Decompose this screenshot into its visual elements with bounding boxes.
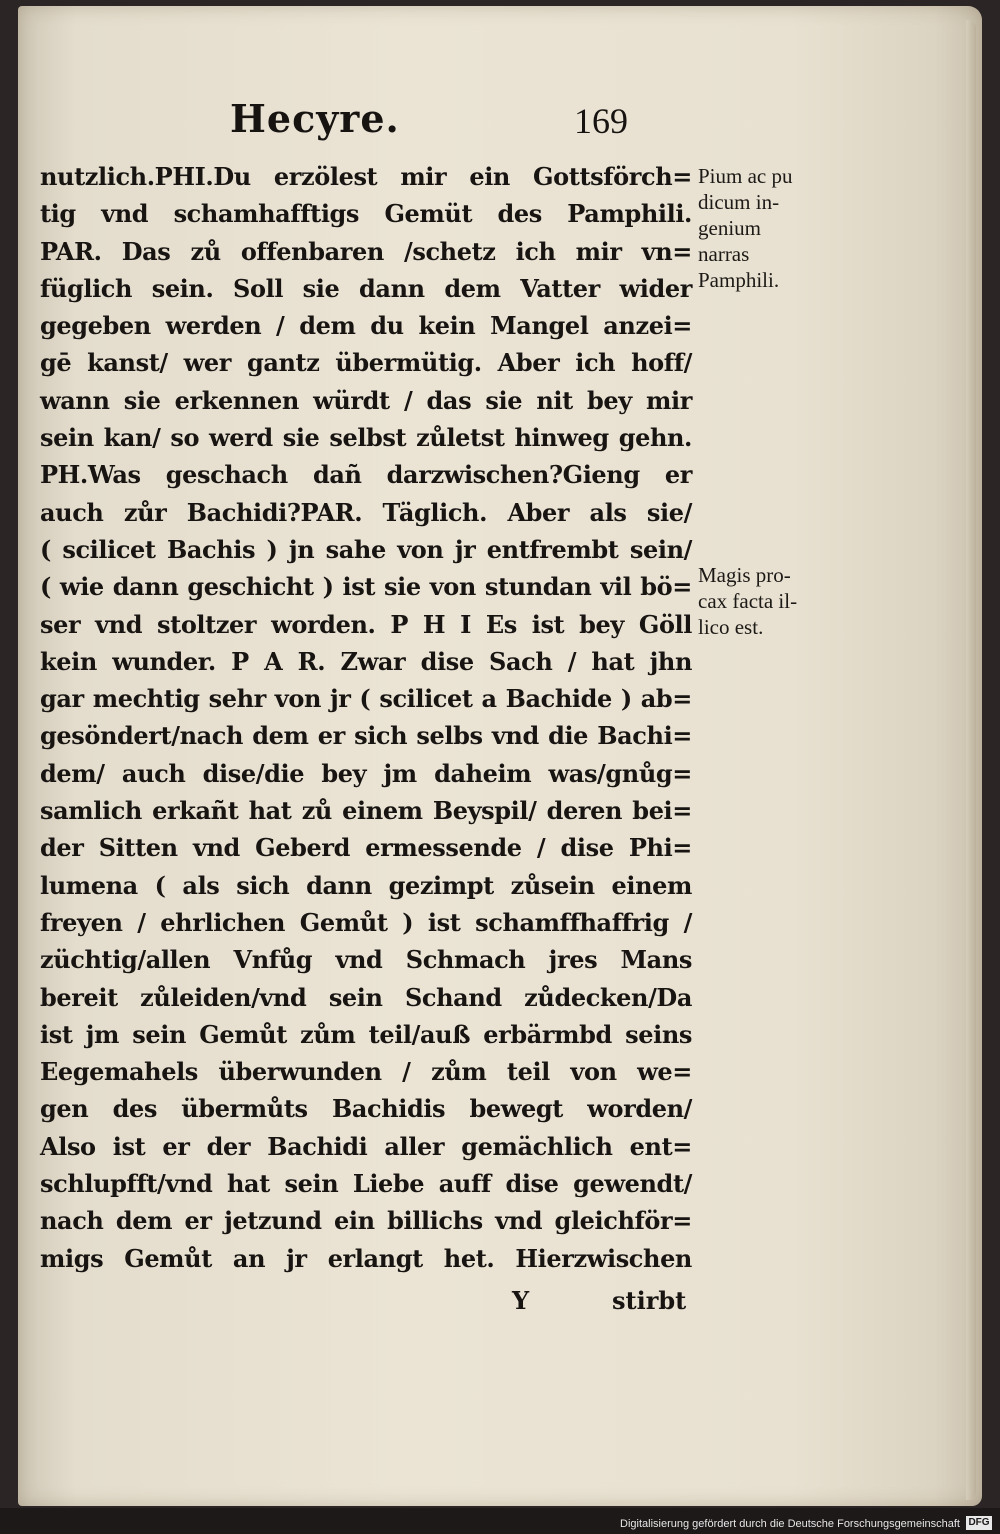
- text-line: ser vnd stoltzer worden. P H I Es ist bey Göll: [40, 609, 692, 639]
- text-line: gegeben werden / dem du kein Mangel anzei=: [40, 311, 692, 341]
- text-line: ( wie dann geschicht ) ist sie von stundan vil bö=: [40, 572, 692, 602]
- text-line: gar mechtig sehr von jr ( scilicet a Bachide ) ab=: [40, 684, 692, 714]
- text-line: dem/ auch dise/die bey jm daheim was/gnůg=: [40, 758, 692, 788]
- marginal-note-line: genium: [698, 216, 761, 240]
- catchword: stirbt: [612, 1286, 687, 1315]
- marginal-note-line: Magis pro-: [698, 563, 791, 587]
- text-line: schlupfft/vnd hat sein Liebe auff dise gewendt/: [40, 1169, 692, 1199]
- text-line: nach dem er jetzund ein billichs vnd gleichför=: [40, 1206, 692, 1236]
- dfg-logo: DFG: [966, 1516, 992, 1530]
- text-line: ( scilicet Bachis ) jn sahe von jr entfrembt sein/: [40, 534, 692, 564]
- page-number: 169: [574, 101, 628, 141]
- text-line: ist jm sein Gemůt zům teil/auß erbärmbd seins: [40, 1019, 692, 1049]
- text-line: gesöndert/nach dem er sich selbs vnd die Bachi=: [40, 721, 692, 751]
- main-text-column: [40, 158, 692, 1277]
- text-line: samlich erkañt hat zů einem Beyspil/ deren bei=: [40, 796, 692, 826]
- signature-mark: Y: [512, 1286, 530, 1315]
- marginal-note: [698, 163, 848, 293]
- text-line: Also ist er der Bachidi aller gemächlich ent=: [40, 1131, 692, 1161]
- text-line: der Sitten vnd Geberd ermessende / dise Phi=: [40, 833, 692, 863]
- marginal-note-line: narras: [698, 242, 750, 266]
- text-line: sein kan/ so werd sie selbst zůletst hinweg gehn.: [40, 423, 692, 453]
- text-line: kein wunder. P A R. Zwar dise Sach / hat jhn: [40, 646, 692, 676]
- funding-credit: Digitalisierung gefördert durch die Deutsche Forschungsgemeinschaft: [620, 1518, 960, 1530]
- text-line: gē kanst/ wer gantz übermütig. Aber ich hoff/: [40, 348, 692, 378]
- text-line: nutzlich.PHI.Du erzölest mir ein Gottsförch=: [40, 162, 692, 191]
- text-line: bereit zůleiden/vnd sein Schand zůdecken/Da: [40, 982, 692, 1012]
- marginal-note-line: Pamphili.: [698, 268, 780, 292]
- text-line: PAR. Das zů offenbaren /schetz ich mir vn=: [40, 236, 692, 266]
- text-line: freyen / ehrlichen Gemůt ) ist schamffhaffrig /: [40, 907, 692, 937]
- marginal-note-line: dicum in-: [698, 190, 780, 214]
- text-line: füglich sein. Soll sie dann dem Vatter wider: [40, 273, 692, 303]
- text-line: PH.Was geschach dañ darzwischen?Gieng er: [40, 460, 692, 490]
- marginal-note-line: lico est.: [698, 615, 764, 639]
- page-edge: [966, 20, 976, 1500]
- text-line: tig vnd schamhafftigs Gemüt des Pamphili.: [40, 199, 692, 229]
- text-line: wann sie erkennen würdt / das sie nit bey mir: [40, 385, 692, 415]
- marginal-note-line: Pium ac pu: [698, 164, 793, 188]
- text-line: züchtig/allen Vnfůg vnd Schmach jres Mans: [40, 945, 692, 975]
- text-line: lumena ( als sich dann gezimpt zůsein einem: [40, 870, 692, 900]
- text-line: gen des übermůts Bachidis bewegt worden/: [40, 1094, 692, 1124]
- running-head-title: Hecyre.: [230, 96, 400, 141]
- marginal-note: [698, 562, 848, 640]
- marginal-note-line: cax facta il-: [698, 589, 798, 613]
- text-line: Eegemahels überwunden / zům teil von we=: [40, 1057, 692, 1087]
- text-line: auch zůr Bachidi?PAR. Täglich. Aber als sie/: [40, 497, 692, 527]
- text-line: migs Gemůt an jr erlangt het. Hierzwischen: [40, 1243, 692, 1273]
